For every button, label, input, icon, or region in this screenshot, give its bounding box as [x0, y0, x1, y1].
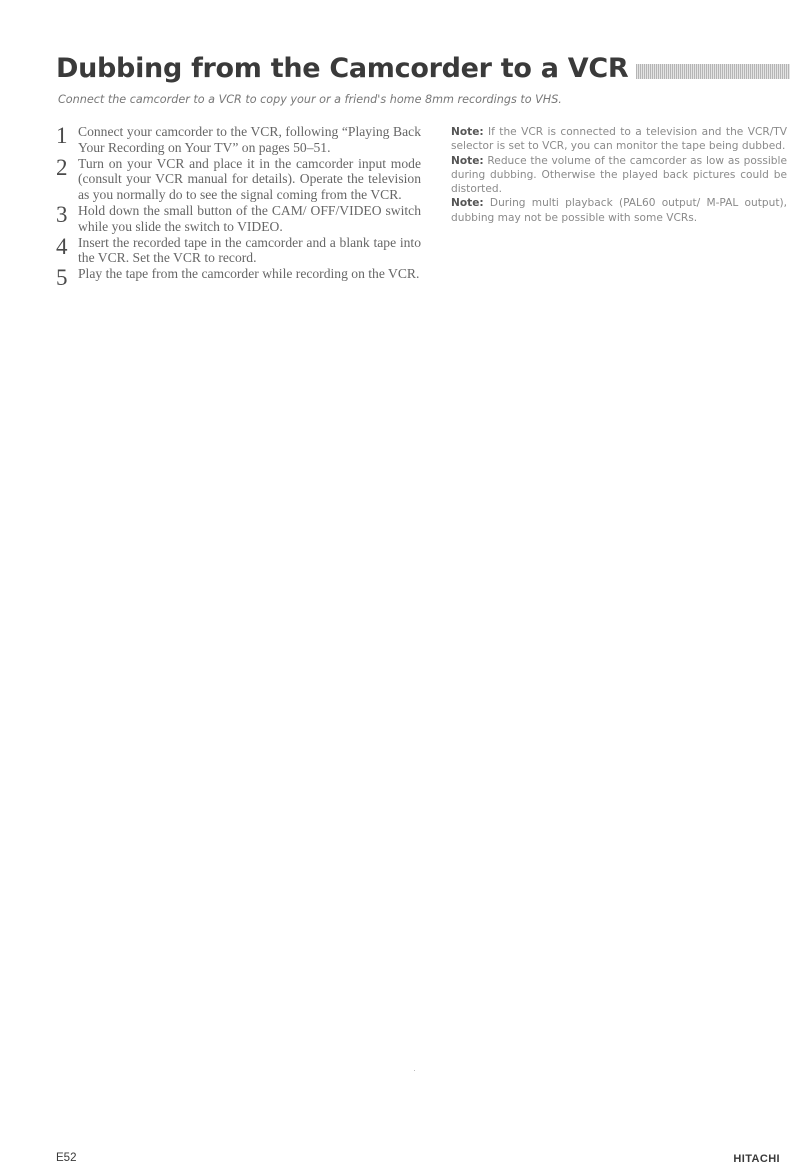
note-1: [451, 125, 787, 154]
step-text: Hold down the small button of the CAM/ OFF/VIDEO switch while you slide the switch to VIDEO.: [78, 202, 421, 234]
page-number: E52: [56, 1152, 77, 1164]
step-number: 3: [56, 201, 68, 227]
note-label: Note:: [451, 154, 484, 167]
note-text: During multi playback (PAL60 output/ M-PAL output), dubbing may not be possible with some VCRs.: [451, 197, 787, 224]
step-number: 2: [56, 154, 68, 180]
step-number: 5: [56, 265, 68, 291]
step-text: Insert the recorded tape in the camcorder and a blank tape into the VCR. Set the VCR to record.: [78, 234, 421, 266]
brand-name: HITACHI: [733, 1153, 780, 1165]
scan-speck: [414, 1070, 415, 1071]
note-text: If the VCR is connected to a television and the VCR/TV selector is set to VCR, you can monitor the tape being dubbed.: [451, 126, 787, 153]
page-title: Dubbing from the Camcorder to a VCR: [56, 52, 629, 84]
step-text: Play the tape from the camcorder while recording on the VCR.: [78, 266, 420, 282]
step-number: 4: [56, 233, 68, 259]
step-4: [56, 235, 421, 267]
note-label: Note:: [451, 197, 484, 210]
title-decorative-bar: [636, 64, 790, 79]
step-2: [56, 156, 421, 203]
step-text: Connect your camcorder to the VCR, following “Playing Back Your Recording on Your TV” on pages 50–51.: [78, 124, 421, 155]
note-3: [451, 196, 787, 225]
steps-column: [56, 123, 421, 291]
note-2: [451, 154, 787, 197]
notes-column: [451, 125, 787, 225]
step-1: [56, 124, 421, 156]
step-5: [56, 265, 421, 291]
step-text: Turn on your VCR and place it in the camcorder input mode (consult your VCR manual for details). Operate the television as you normally do to see the signal coming from the VCR.: [78, 155, 421, 203]
page-header: [56, 48, 790, 88]
step-number: 1: [56, 123, 68, 148]
page-subtitle: Connect the camcorder to a VCR to copy your or a friend's home 8mm recordings to VHS.: [58, 93, 562, 106]
note-text: Reduce the volume of the camcorder as low as possible during dubbing. Otherwise the played back pictures could be distorted.: [451, 154, 787, 196]
note-label: Note:: [451, 126, 484, 138]
step-3: [56, 203, 421, 235]
